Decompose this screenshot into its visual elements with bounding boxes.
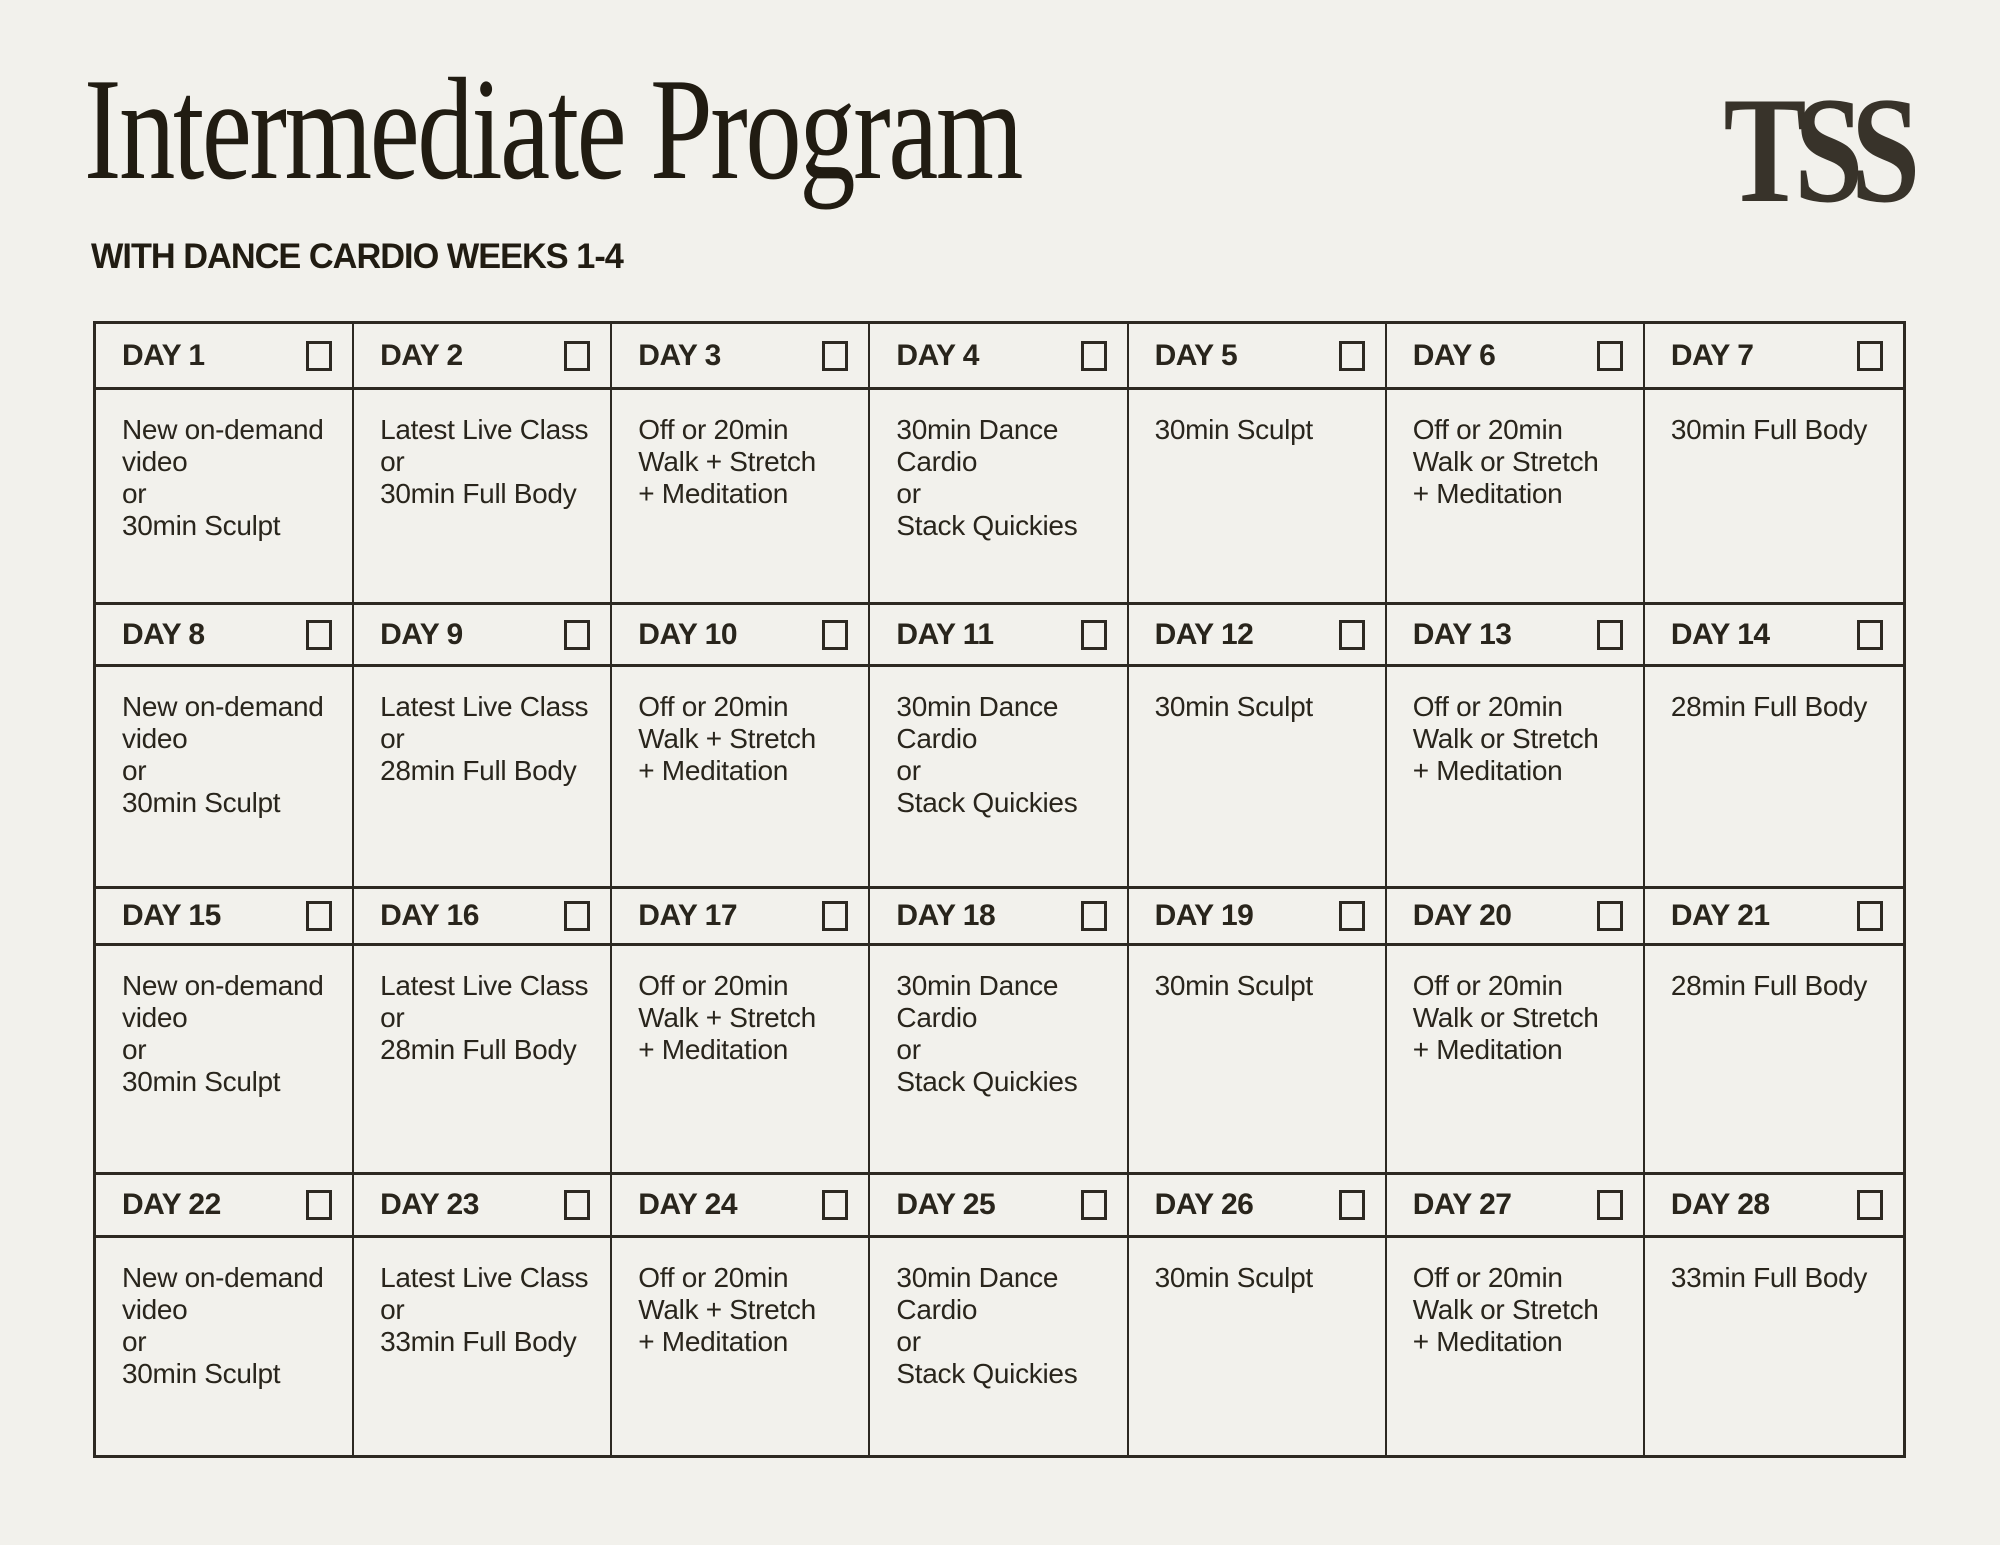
day-11-label: DAY 11 (896, 617, 994, 651)
day-17-header (612, 886, 870, 946)
day-4-header (870, 324, 1128, 390)
day-11-checkbox[interactable] (1081, 620, 1107, 650)
day-15-checkbox[interactable] (306, 901, 332, 931)
day-21-header (1645, 886, 1903, 946)
day-17-label: DAY 17 (638, 899, 738, 932)
day-27-label: DAY 27 (1412, 1188, 1512, 1221)
day-8-activities: New on-demand video or 30min Sculpt (96, 667, 354, 886)
day-15-label: DAY 15 (122, 899, 221, 932)
day-27-activities: Off or 20min Walk or Stretch + Meditation (1387, 1238, 1645, 1455)
day-12-activities: 30min Sculpt (1129, 667, 1387, 886)
day-24-checkbox[interactable] (822, 1190, 848, 1220)
day-15-activities: New on-demand video or 30min Sculpt (96, 946, 354, 1172)
program-calendar (93, 321, 1906, 1458)
day-14-label: DAY 14 (1670, 617, 1770, 651)
day-28-header (1645, 1172, 1903, 1238)
day-24-label: DAY 24 (638, 1188, 738, 1221)
day-4-activities: 30min Dance Cardio or Stack Quickies (870, 390, 1128, 602)
day-7-header (1645, 324, 1903, 390)
day-25-activities: 30min Dance Cardio or Stack Quickies (870, 1238, 1128, 1455)
day-13-header (1387, 602, 1645, 667)
day-17-activities: Off or 20min Walk + Stretch + Meditation (612, 946, 870, 1172)
day-27-header (1387, 1172, 1645, 1238)
day-18-header (870, 886, 1128, 946)
day-7-checkbox[interactable] (1857, 341, 1883, 371)
day-4-checkbox[interactable] (1081, 341, 1107, 371)
day-2-label: DAY 2 (380, 338, 463, 372)
day-3-checkbox[interactable] (822, 341, 848, 371)
day-5-checkbox[interactable] (1339, 341, 1365, 371)
day-1-label: DAY 1 (122, 338, 205, 372)
day-22-header (96, 1172, 354, 1238)
day-16-checkbox[interactable] (564, 901, 590, 931)
day-27-checkbox[interactable] (1597, 1190, 1623, 1220)
day-9-header (354, 602, 612, 667)
day-24-activities: Off or 20min Walk + Stretch + Meditation (612, 1238, 870, 1455)
day-1-checkbox[interactable] (306, 341, 332, 371)
day-3-activities: Off or 20min Walk + Stretch + Meditation (612, 390, 870, 602)
day-5-header (1129, 324, 1387, 390)
day-17-checkbox[interactable] (822, 901, 848, 931)
day-15-header (96, 886, 354, 946)
day-23-label: DAY 23 (380, 1188, 479, 1221)
page-title: Intermediate Program (84, 48, 1022, 210)
day-20-activities: Off or 20min Walk or Stretch + Meditation (1387, 946, 1645, 1172)
day-25-checkbox[interactable] (1081, 1190, 1107, 1220)
day-8-label: DAY 8 (122, 617, 205, 651)
day-20-header (1387, 886, 1645, 946)
day-21-label: DAY 21 (1670, 899, 1770, 932)
day-1-header (96, 324, 354, 390)
day-22-label: DAY 22 (122, 1188, 221, 1221)
day-8-checkbox[interactable] (306, 620, 332, 650)
day-16-activities: Latest Live Class or 28min Full Body (354, 946, 612, 1172)
day-21-activities: 28min Full Body (1670, 970, 1868, 1001)
day-18-activities: 30min Dance Cardio or Stack Quickies (870, 946, 1128, 1172)
day-19-checkbox[interactable] (1339, 901, 1365, 931)
day-22-checkbox[interactable] (306, 1190, 332, 1220)
tss-logo: TSS (1723, 66, 1908, 234)
day-26-activities: 30min Sculpt (1129, 1238, 1387, 1455)
day-26-header (1129, 1172, 1387, 1238)
day-20-checkbox[interactable] (1597, 901, 1623, 931)
day-10-label: DAY 10 (638, 617, 738, 651)
day-5-activities: 30min Sculpt (1129, 390, 1387, 602)
day-28-label: DAY 28 (1670, 1188, 1770, 1221)
day-22-activities: New on-demand video or 30min Sculpt (96, 1238, 354, 1455)
day-11-activities: 30min Dance Cardio or Stack Quickies (870, 667, 1128, 886)
day-10-header (612, 602, 870, 667)
day-26-checkbox[interactable] (1339, 1190, 1365, 1220)
day-14-checkbox[interactable] (1857, 620, 1883, 650)
day-2-activities: Latest Live Class or 30min Full Body (354, 390, 612, 602)
day-2-checkbox[interactable] (564, 341, 590, 371)
day-11-header (870, 602, 1128, 667)
day-10-checkbox[interactable] (822, 620, 848, 650)
day-4-label: DAY 4 (896, 338, 979, 372)
day-12-header (1129, 602, 1387, 667)
day-19-label: DAY 19 (1154, 899, 1254, 932)
day-24-header (612, 1172, 870, 1238)
day-5-label: DAY 5 (1154, 338, 1238, 372)
day-3-label: DAY 3 (638, 338, 721, 372)
day-8-header (96, 602, 354, 667)
day-13-checkbox[interactable] (1597, 620, 1623, 650)
day-23-header (354, 1172, 612, 1238)
page-subtitle: WITH DANCE CARDIO WEEKS 1-4 (91, 237, 623, 276)
day-13-label: DAY 13 (1412, 617, 1512, 651)
day-9-activities: Latest Live Class or 28min Full Body (354, 667, 612, 886)
day-1-activities: New on-demand video or 30min Sculpt (96, 390, 354, 602)
day-9-label: DAY 9 (380, 617, 463, 651)
day-18-checkbox[interactable] (1081, 901, 1107, 931)
day-12-label: DAY 12 (1154, 617, 1254, 651)
day-7-label: DAY 7 (1670, 338, 1754, 372)
day-26-label: DAY 26 (1154, 1188, 1254, 1221)
day-18-label: DAY 18 (896, 899, 996, 932)
day-25-label: DAY 25 (896, 1188, 996, 1221)
day-6-checkbox[interactable] (1597, 341, 1623, 371)
day-14-activities: 28min Full Body (1670, 691, 1868, 722)
day-2-header (354, 324, 612, 390)
day-6-header (1387, 324, 1645, 390)
day-9-checkbox[interactable] (564, 620, 590, 650)
day-21-checkbox[interactable] (1857, 901, 1883, 931)
day-12-checkbox[interactable] (1339, 620, 1365, 650)
day-16-label: DAY 16 (380, 899, 479, 932)
day-23-checkbox[interactable] (564, 1190, 590, 1220)
day-10-activities: Off or 20min Walk + Stretch + Meditation (612, 667, 870, 886)
day-6-label: DAY 6 (1412, 338, 1496, 372)
day-3-header (612, 324, 870, 390)
day-28-activities: 33min Full Body (1670, 1262, 1868, 1293)
day-7-activities: 30min Full Body (1670, 414, 1868, 445)
day-28-checkbox[interactable] (1857, 1190, 1883, 1220)
day-23-activities: Latest Live Class or 33min Full Body (354, 1238, 612, 1455)
day-13-activities: Off or 20min Walk or Stretch + Meditation (1387, 667, 1645, 886)
day-20-label: DAY 20 (1412, 899, 1512, 932)
day-19-header (1129, 886, 1387, 946)
day-16-header (354, 886, 612, 946)
day-25-header (870, 1172, 1128, 1238)
day-19-activities: 30min Sculpt (1129, 946, 1387, 1172)
day-6-activities: Off or 20min Walk or Stretch + Meditation (1387, 390, 1645, 602)
day-14-header (1645, 602, 1903, 667)
